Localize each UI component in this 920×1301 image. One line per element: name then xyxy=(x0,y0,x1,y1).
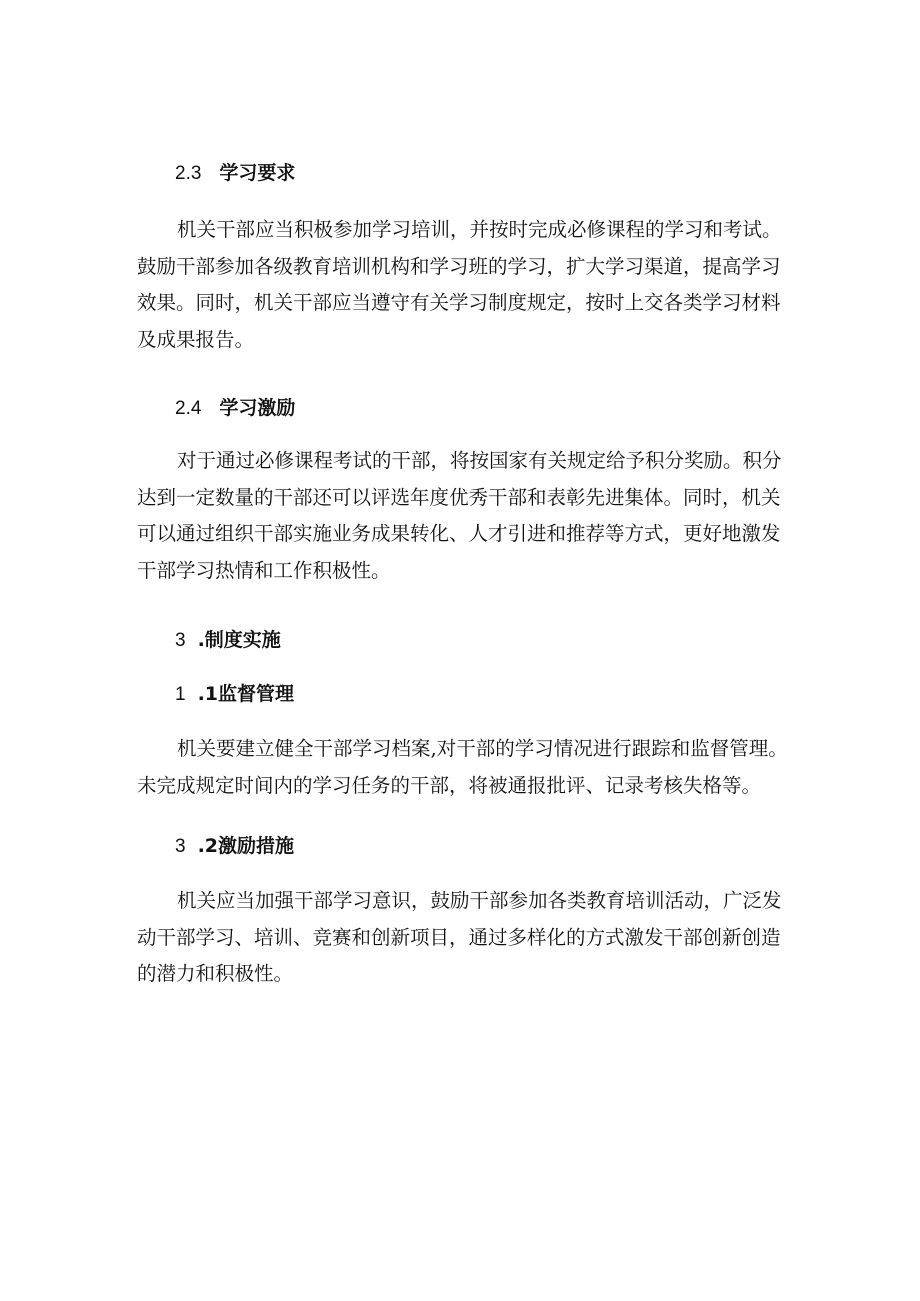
section-heading-2-3 xyxy=(175,161,295,186)
section-heading-3 xyxy=(175,628,281,653)
paragraph-line: 及成果报告。 xyxy=(137,327,255,351)
paragraph-line: 达到一定数量的干部还可以评选年度优秀干部和表彰先进集体。同时，机关 xyxy=(137,485,781,509)
paragraph-line: 未完成规定时间内的学习任务的干部，将被通报批评、记录考核失格等。 xyxy=(137,773,762,797)
paragraph-line: 干部学习热情和工作积极性。 xyxy=(137,558,391,582)
paragraph-line: 机关干部应当积极参加学习培训，并按时完成必修课程的学习和考试。 xyxy=(177,218,782,241)
paragraph-line: 效果。同时，机关干部应当遵守有关学习制度规定，按时上交各类学习材料 xyxy=(137,291,781,314)
paragraph-line: 动干部学习、培训、竞赛和创新项目，通过多样化的方式激发干部创新创造 xyxy=(137,925,781,949)
heading-number: 2.3 xyxy=(175,163,202,184)
paragraph-learning-incentives xyxy=(137,443,817,589)
heading-number: 2.4 xyxy=(175,398,202,419)
paragraph-learning-requirements xyxy=(137,212,817,358)
heading-title: .1监督管理 xyxy=(197,683,295,705)
heading-title: 学习激励 xyxy=(219,397,296,419)
heading-title: .2激励措施 xyxy=(197,835,295,857)
paragraph-line: 机关要建立健全干部学习档案,对干部的学习情况进行跟踪和监督管理。 xyxy=(177,737,788,760)
paragraph-line: 可以通过组织干部实施业务成果转化、人才引进和推荐等方式，更好地激发 xyxy=(137,522,781,545)
paragraph-line: 的潜力和积极性。 xyxy=(137,962,294,985)
paragraph-line: 鼓励干部参加各级教育培训机构和学习班的学习，扩大学习渠道，提高学习 xyxy=(137,254,781,278)
heading-number: 3 xyxy=(175,836,186,857)
section-heading-2-4 xyxy=(175,396,295,421)
heading-number: 1 xyxy=(175,684,186,705)
heading-title: 学习要求 xyxy=(219,162,296,184)
section-heading-3-1 xyxy=(175,682,294,707)
paragraph-supervision xyxy=(137,731,817,804)
paragraph-line: 机关应当加强干部学习意识，鼓励干部参加各类教育培训活动，广泛发 xyxy=(177,889,782,912)
paragraph-incentive-measures xyxy=(137,883,817,993)
paragraph-line: 对于通过必修课程考试的干部，将按国家有关规定给予积分奖励。积分 xyxy=(177,449,782,472)
heading-number: 3 xyxy=(175,630,186,651)
section-heading-3-2 xyxy=(175,834,294,859)
heading-title: .制度实施 xyxy=(197,629,281,651)
